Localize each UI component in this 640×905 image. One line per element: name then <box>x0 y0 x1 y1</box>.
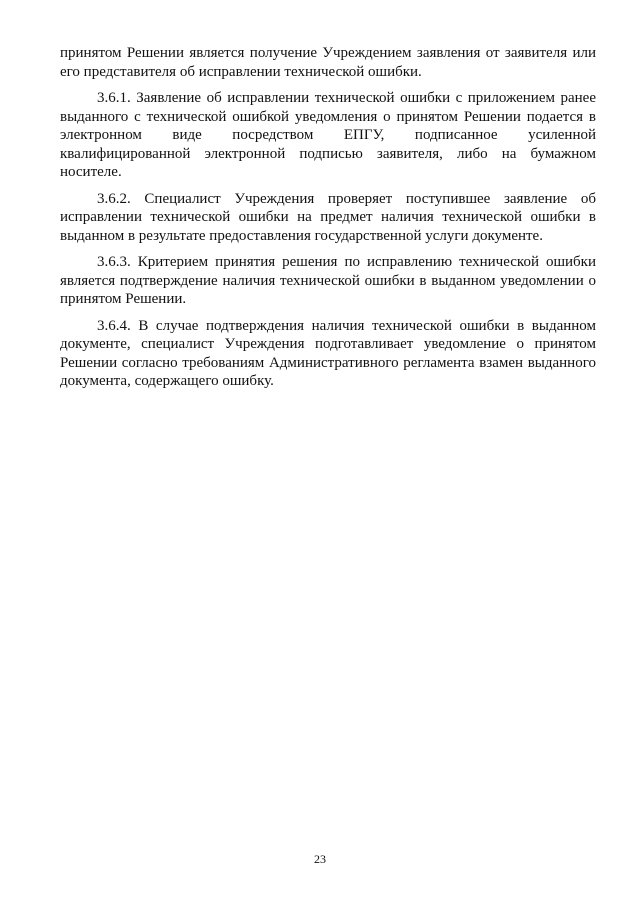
page-number: 23 <box>314 852 326 866</box>
document-body <box>60 44 596 399</box>
paragraph-3-6-1: 3.6.1. Заявление об исправлении технической ошибки с приложением ранее выданного с технической ошибкой уведомления о принятом Решении подается в электронном виде посредством ЕПГУ, подписанное усиленной квалифицированной электронной подписью заявителя, либо на бумажном носителе. <box>60 90 596 180</box>
paragraph-3-6-3: 3.6.3. Критерием принятия решения по исправлению технической ошибки является подтверждение наличия технической ошибки в выданном уведомлении о принятом Решении. <box>60 254 596 307</box>
paragraph-3-6-2: 3.6.2. Специалист Учреждения проверяет поступившее заявление об исправлении технической ошибки на предмет наличия технической ошибки в выданном в результате предоставления государственной услуги документе. <box>60 190 596 244</box>
paragraph-continuation: принятом Решении является получение Учреждением заявления от заявителя или его представителя об исправлении технической ошибки. <box>60 45 596 80</box>
paragraph-3-6-4: 3.6.4. В случае подтверждения наличия технической ошибки в выданном документе, специалист Учреждения подготавливает уведомление о принятом Решении согласно требованиям Административного регламента взамен выданного документа, содержащего ошибку. <box>60 317 596 389</box>
